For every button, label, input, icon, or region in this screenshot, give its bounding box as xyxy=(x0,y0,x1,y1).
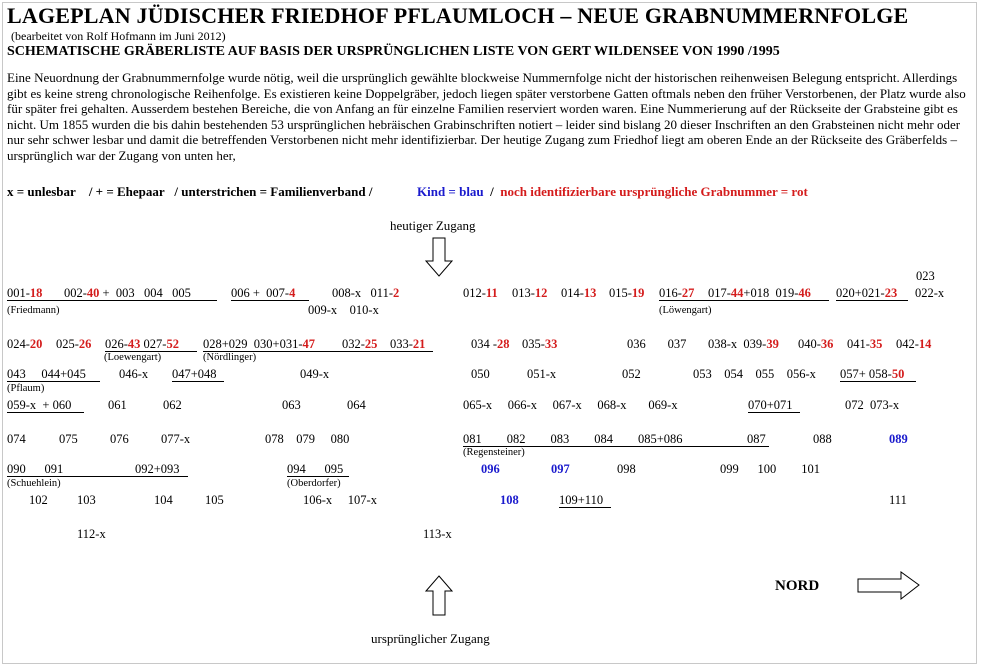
family-underline xyxy=(748,412,800,413)
grave-label: 034 -28 xyxy=(471,337,510,351)
family-label: (Pflaum) xyxy=(7,383,45,394)
grave-label: 075 xyxy=(59,432,78,446)
original-entrance-label: ursprünglicher Zugang xyxy=(371,631,490,646)
family-label: (Regensteiner) xyxy=(463,447,525,458)
grave-label: 042-14 xyxy=(896,337,932,351)
grave-label: 053 054 055 056-x xyxy=(693,367,816,381)
grave-label: 023 xyxy=(916,269,935,283)
grave-label: 016-27 xyxy=(659,286,695,300)
grave-label: 043 044+045 xyxy=(7,367,86,381)
legend xyxy=(7,184,808,200)
family-underline xyxy=(172,381,224,382)
family-underline xyxy=(7,412,84,413)
grave-label: 020+021-23 xyxy=(836,286,898,300)
current-entrance-label: heutiger Zugang xyxy=(390,218,476,233)
family-underline xyxy=(659,300,829,301)
grave-label: 089 xyxy=(889,432,908,446)
grave-label: 013-12 xyxy=(512,286,548,300)
grave-label: 064 xyxy=(347,398,366,412)
grave-label: 111 xyxy=(889,493,907,507)
arrow-up-icon xyxy=(425,575,453,617)
arrow-down-icon xyxy=(425,237,453,277)
grave-label: 094 095 xyxy=(287,462,344,476)
legend-unreadable: x = unlesbar xyxy=(7,184,76,199)
grave-label: 112-x xyxy=(77,527,106,541)
family-label: (Loewengart) xyxy=(104,352,162,363)
grave-label: 090 091 xyxy=(7,462,64,476)
grave-label: 046-x xyxy=(119,367,149,381)
grave-label: 104 xyxy=(154,493,173,507)
page-title: LAGEPLAN JÜDISCHER FRIEDHOF PFLAUMLOCH – NEUE GRABNUMMERNFOLGE xyxy=(7,3,909,28)
family-label: (Oberdorfer) xyxy=(287,478,341,489)
grave-label: 047+048 xyxy=(172,367,217,381)
grave-label: 063 xyxy=(282,398,301,412)
grave-label: 025-26 xyxy=(56,337,92,351)
grave-label: 092+093 xyxy=(135,462,180,476)
grave-label: 036 037 xyxy=(627,337,687,351)
grave-label: 078 079 080 xyxy=(265,432,350,446)
grave-label: 014-13 xyxy=(561,286,597,300)
grave-label: 024-20 xyxy=(7,337,43,351)
grave-label: 081 082 083 084 085+086 xyxy=(463,432,683,446)
grave-label: 035-33 xyxy=(522,337,558,351)
intro-paragraph: Eine Neuordnung der Grabnummernfolge wurde nötig, weil die ursprünglich gewählte blockweise Nummernfolge nicht der historischen reihenweisen Belegung entspricht. Allerdings gibt es keine streng chronologische Reihenfolge. Es existieren keine Doppelgräber, jedoch liegen später verstorbene Gatten oftmals neben den früher Verstorbenen, der Platz wurde also für später frei gehalten. Ausserdem bestehen Bereiche, die von Anfang an für einzelne Familien reserviert worden waren. Eine Nummerierung auf der Rückseite der Grabsteine gibt es nicht. Um 1855 wurden die bis dahin bestehenden 53 ursprünglichen hebräischen Grabinschriften notiert – leider sind bislang 20 dieser Inschriften an den Grabsteinen nicht mehr oder nur sehr schwer lesbar und damit die betreffenden Verstorbenen nicht mehr identifizierbar. Der heutige Zugang zum Friedhof liegt am oberen Ende an der Rückseite des Gräberfelds – ursprünglich war der Zugang von unten her, xyxy=(7,70,966,163)
legend-sep: / xyxy=(490,184,494,199)
grave-label: 103 xyxy=(77,493,96,507)
family-label: (Schuehlein) xyxy=(7,478,61,489)
grave-label: 096 xyxy=(481,462,500,476)
grave-label: 105 xyxy=(205,493,224,507)
north-label: NORD xyxy=(775,578,820,594)
family-underline xyxy=(231,300,309,301)
legend-child: Kind = blau xyxy=(417,184,484,199)
grave-label: 102 xyxy=(29,493,48,507)
grave-label: 062 xyxy=(163,398,182,412)
legend-family: / unterstrichen = Familienverband / xyxy=(174,184,373,199)
grave-label: 022-x xyxy=(915,286,945,300)
grave-label: 074 xyxy=(7,432,26,446)
grave-label: 077-x xyxy=(161,432,191,446)
grave-label: 051-x xyxy=(527,367,557,381)
grave-label: 072 073-x xyxy=(845,398,900,412)
grave-label: 015-19 xyxy=(609,286,645,300)
grave-label: 070+071 xyxy=(748,398,793,412)
grave-label: 009-x 010-x xyxy=(308,303,379,317)
family-underline xyxy=(7,476,188,477)
family-label: (Friedmann) xyxy=(7,305,60,316)
grave-label: 017-44+018 019-46 xyxy=(708,286,811,300)
byline: (bearbeitet von Rolf Hofmann im Juni 2012) xyxy=(11,29,226,43)
grave-label: 057+ 058-50 xyxy=(840,367,905,381)
grave-label: 040-36 xyxy=(798,337,834,351)
grave-label: 012-11 xyxy=(463,286,498,300)
legend-couple: / + = Ehepaar xyxy=(88,184,165,199)
family-underline xyxy=(287,476,349,477)
family-underline xyxy=(840,381,916,382)
grave-label: 061 xyxy=(108,398,127,412)
grave-label: 033-21 xyxy=(390,337,426,351)
grave-label: 038-x 039-39 xyxy=(708,337,779,351)
family-underline xyxy=(7,381,100,382)
grave-label: 088 xyxy=(813,432,832,446)
grave-label: 065-x 066-x 067-x 068-x 069-x xyxy=(463,398,678,412)
grave-label: 032-25 xyxy=(342,337,378,351)
grave-label: 109+110 xyxy=(559,493,604,507)
family-underline xyxy=(836,300,908,301)
grave-label: 097 xyxy=(551,462,570,476)
grave-label: 049-x xyxy=(300,367,330,381)
grave-label: 059-x + 060 xyxy=(7,398,72,412)
grave-label: 041-35 xyxy=(847,337,883,351)
grave-label: 006 + 007-4 xyxy=(231,286,296,300)
family-label: (Nördlinger) xyxy=(203,352,257,363)
grave-label: 076 xyxy=(110,432,129,446)
grave-label: 050 xyxy=(471,367,490,381)
grave-label: 002-40 + 003 004 005 xyxy=(64,286,191,300)
subtitle: SCHEMATISCHE GRÄBERLISTE AUF BASIS DER URSPRÜNGLICHEN LISTE VON GERT WILDENSEE VON 1990 /1995 xyxy=(7,44,780,59)
grave-label: 052 xyxy=(622,367,641,381)
grave-label: 026-43 027-52 xyxy=(105,337,179,351)
grave-label: 008-x 011-2 xyxy=(332,286,400,300)
family-underline xyxy=(7,300,217,301)
grave-label: 001-18 xyxy=(7,286,43,300)
grave-label: 099 100 101 xyxy=(720,462,820,476)
grave-label: 087 xyxy=(747,432,766,446)
grave-label: 028+029 030+031-47 xyxy=(203,337,316,351)
family-label: (Löwengart) xyxy=(659,305,712,316)
grave-label: 106-x 107-x xyxy=(303,493,377,507)
family-underline xyxy=(559,507,611,508)
grave-label: 098 xyxy=(617,462,636,476)
arrow-right-icon xyxy=(857,571,921,601)
legend-unidentified: noch identifizierbare ursprüngliche Grabnummer = rot xyxy=(500,184,808,199)
grave-label: 108 xyxy=(500,493,519,507)
grave-label: 113-x xyxy=(423,527,452,541)
